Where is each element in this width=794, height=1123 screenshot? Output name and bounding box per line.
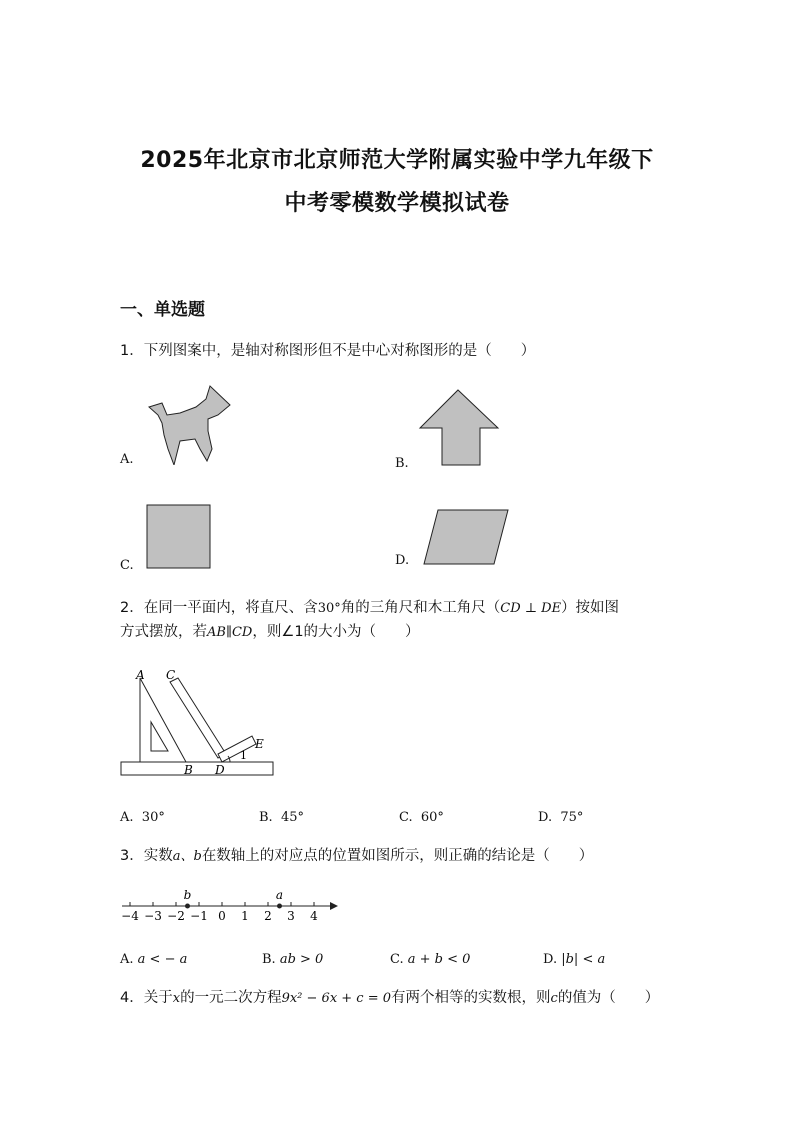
arrow-up-shape	[420, 390, 498, 465]
q2-option-d	[538, 810, 583, 825]
dog-shape	[149, 386, 230, 465]
tick-label: −3	[144, 909, 162, 923]
point-a	[277, 904, 282, 909]
question-1-stem: 1．下列图案中，是轴对称图形但不是中心对称图形的是（ ）	[120, 343, 536, 359]
point-a-label: a	[275, 888, 284, 902]
question-3-stem	[120, 845, 593, 868]
q2-option-a	[120, 810, 165, 825]
carpenter-square-short-arm	[218, 736, 256, 762]
q2-angle-30: 30°	[317, 601, 341, 616]
q1-option-c-label: C.	[120, 558, 134, 573]
label-B: B	[184, 763, 193, 777]
option-value: 30°	[141, 810, 165, 825]
option-value: 60°	[420, 810, 444, 825]
q3-vars: a、b	[172, 849, 202, 864]
option-letter: B.	[262, 952, 276, 967]
q4-text: 有两个相等的实数根，则	[391, 990, 551, 1006]
q3-option-d	[543, 952, 605, 967]
q2-option-b	[259, 810, 304, 825]
tick-label: 1	[241, 909, 249, 923]
q1-option-d-label: D.	[395, 553, 410, 568]
option-letter: D.	[543, 952, 558, 967]
parallelogram-shape	[424, 510, 508, 564]
q2-text: 2．在同一平面内，将直尺、含	[120, 600, 318, 616]
tick-label: 3	[287, 909, 295, 923]
label-A: A	[136, 668, 145, 682]
option-letter: A.	[120, 952, 134, 967]
label-C: C	[166, 668, 176, 682]
tick-label: 0	[218, 909, 226, 923]
tick-label: −2	[167, 909, 185, 923]
q3-text: 3．实数	[120, 848, 173, 864]
option-value: |b| < a	[561, 952, 606, 967]
q2-option-c	[399, 810, 444, 825]
tick-label: −1	[190, 909, 208, 923]
tick-label: 2	[264, 909, 272, 923]
q1-option-c-figure	[146, 504, 212, 570]
option-letter: A.	[120, 810, 134, 825]
question-4-stem	[120, 987, 659, 1010]
q1-option-b-label: B.	[395, 456, 409, 471]
q2-figure	[118, 664, 278, 780]
option-value: a + b < 0	[407, 952, 471, 967]
q4-text: 的值为（ ）	[557, 990, 660, 1006]
option-letter: D.	[538, 810, 553, 825]
question-2-stem-line1	[120, 597, 619, 620]
point-b-label: b	[183, 888, 192, 902]
option-letter: C.	[390, 952, 404, 967]
q4-text: 的一元二次方程	[180, 990, 282, 1006]
label-1: 1	[240, 749, 247, 762]
tick-label: 4	[310, 909, 318, 923]
carpenter-square-long-arm	[170, 678, 226, 758]
ruler	[121, 762, 273, 775]
page-title-line1: 2025年北京市北京师范大学附属实验中学九年级下	[140, 148, 654, 173]
q2-text: ）按如图	[561, 600, 620, 616]
option-value: ab > 0	[279, 952, 324, 967]
q2-ab-parallel-cd: AB∥CD	[207, 625, 253, 640]
q3-option-c	[390, 952, 470, 967]
label-E: E	[255, 737, 264, 751]
q4-text: 4．关于	[120, 990, 173, 1006]
tick-label: −4	[121, 909, 139, 923]
option-value: a < − a	[137, 952, 188, 967]
option-value: 75°	[560, 810, 584, 825]
q1-option-a-figure	[140, 385, 240, 465]
label-D: D	[215, 763, 225, 777]
q2-cd-perp-de: CD ⊥ DE	[500, 601, 562, 616]
q2-text: 方式摆放，若	[120, 624, 207, 640]
q3-number-line	[118, 886, 340, 926]
question-2-stem-line2	[120, 621, 420, 644]
q4-equation: 9x² − 6x + c = 0	[281, 991, 392, 1006]
axis-arrow	[330, 902, 338, 910]
q1-option-a-label: A.	[120, 452, 134, 467]
q1-option-d-figure	[422, 508, 512, 566]
q3-option-b	[262, 952, 323, 967]
q3-text: 在数轴上的对应点的位置如图所示，则正确的结论是（ ）	[201, 848, 594, 864]
q3-option-a	[120, 952, 187, 967]
option-letter: B.	[259, 810, 273, 825]
point-b	[185, 904, 190, 909]
square-shape	[147, 505, 210, 568]
q4-var-x: x	[172, 991, 181, 1006]
option-letter: C.	[399, 810, 413, 825]
q4-var-c: c	[550, 991, 558, 1006]
q2-text: 角的三角尺和木工角尺（	[340, 600, 501, 616]
option-value: 45°	[280, 810, 304, 825]
q1-option-b-figure	[418, 388, 502, 468]
q2-text: ，则∠1的大小为（ ）	[252, 624, 420, 640]
section-heading: 一、单选题	[120, 300, 205, 320]
page-title-line2: 中考零模数学模拟试卷	[284, 191, 510, 216]
